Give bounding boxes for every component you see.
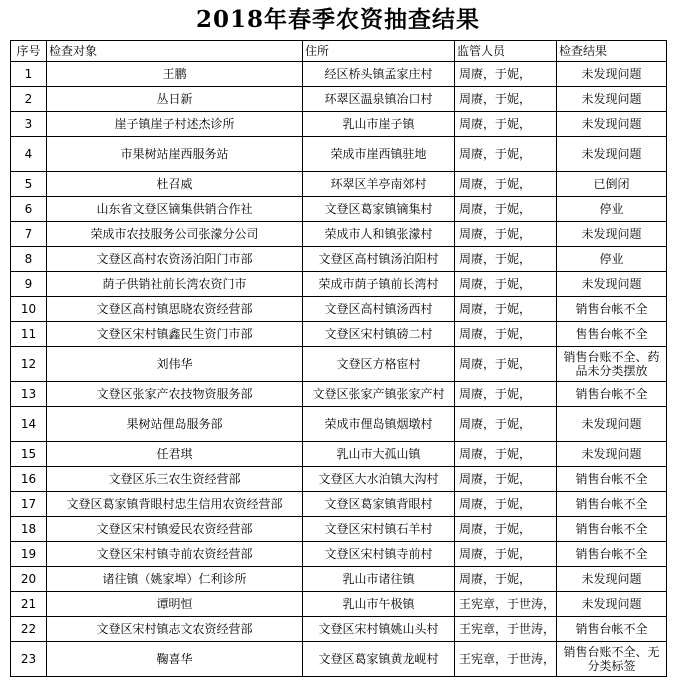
row-location: 荣成市俚岛镇烟墩村 <box>303 407 455 442</box>
row-location: 乳山市午极镇 <box>303 592 455 617</box>
row-staff: 周赓，于妮， <box>455 222 557 247</box>
row-location: 荣成市崖西镇驻地 <box>303 137 455 172</box>
row-staff: 周赓，于妮， <box>455 322 557 347</box>
row-num: 13 <box>11 382 47 407</box>
row-staff: 周赓，于妮， <box>455 137 557 172</box>
table-row <box>11 137 667 172</box>
row-target: 谭明恒 <box>47 592 303 617</box>
row-staff: 周赓，于妮， <box>455 272 557 297</box>
row-location: 文登区大水泊镇大沟村 <box>303 467 455 492</box>
row-num: 6 <box>11 197 47 222</box>
row-location: 文登区葛家镇背眼村 <box>303 492 455 517</box>
row-location: 乳山市诸往镇 <box>303 567 455 592</box>
row-num: 4 <box>11 137 47 172</box>
table-row <box>11 272 667 297</box>
row-target: 文登区乐三农生资经营部 <box>47 467 303 492</box>
row-location: 文登区张家产镇张家产村 <box>303 382 455 407</box>
row-staff: 周赓，于妮， <box>455 172 557 197</box>
row-target: 崖子镇崖子村述杰诊所 <box>47 112 303 137</box>
row-num: 12 <box>11 347 47 382</box>
row-location: 文登区宋村镇寺前村 <box>303 542 455 567</box>
row-target: 文登区宋村镇寺前农资经营部 <box>47 542 303 567</box>
row-num: 22 <box>11 617 47 642</box>
row-target: 文登区宋村镇爱民农资经营部 <box>47 517 303 542</box>
row-target: 市果树站崖西服务站 <box>47 137 303 172</box>
row-result: 销售台帐不全 <box>557 517 667 542</box>
row-location: 文登区高村镇汤西村 <box>303 297 455 322</box>
row-result: 未发现问题 <box>557 567 667 592</box>
row-location: 环翠区温泉镇冶口村 <box>303 87 455 112</box>
row-staff: 周赓，于妮， <box>455 347 557 382</box>
table-row <box>11 322 667 347</box>
row-staff: 周赓，于妮， <box>455 297 557 322</box>
row-num: 3 <box>11 112 47 137</box>
table-row <box>11 247 667 272</box>
row-location: 文登区方格宦村 <box>303 347 455 382</box>
row-location: 荣成市荫子镇前长湾村 <box>303 272 455 297</box>
row-target: 荫子供销社前长湾农资门市 <box>47 272 303 297</box>
header-num: 序号 <box>11 41 47 62</box>
row-num: 19 <box>11 542 47 567</box>
row-num: 2 <box>11 87 47 112</box>
header-staff: 监管人员 <box>455 41 557 62</box>
row-staff: 周赓，于妮， <box>455 492 557 517</box>
table-row <box>11 442 667 467</box>
row-staff: 周赓，于妮， <box>455 442 557 467</box>
row-location: 文登区葛家镇镝集村 <box>303 197 455 222</box>
row-result: 销售台帐不全 <box>557 542 667 567</box>
row-result: 未发现问题 <box>557 87 667 112</box>
row-num: 1 <box>11 62 47 87</box>
row-result: 未发现问题 <box>557 62 667 87</box>
row-target: 鞠喜华 <box>47 642 303 677</box>
row-staff: 周赓，于妮， <box>455 567 557 592</box>
row-result: 销售台帐不全 <box>557 297 667 322</box>
row-location: 经区桥头镇孟家庄村 <box>303 62 455 87</box>
inspection-results-table <box>10 40 667 677</box>
row-location: 乳山市大孤山镇 <box>303 442 455 467</box>
table-row <box>11 112 667 137</box>
row-target: 文登区高村农资汤泊阳门市部 <box>47 247 303 272</box>
table-row <box>11 542 667 567</box>
row-staff: 周赓，于妮， <box>455 467 557 492</box>
table-row <box>11 347 667 382</box>
row-result: 未发现问题 <box>557 592 667 617</box>
row-result: 停业 <box>557 197 667 222</box>
row-result: 未发现问题 <box>557 407 667 442</box>
row-num: 18 <box>11 517 47 542</box>
row-num: 17 <box>11 492 47 517</box>
row-target: 荣成市农技服务公司张濛分公司 <box>47 222 303 247</box>
row-result: 停业 <box>557 247 667 272</box>
row-result: 销售台帐不全 <box>557 492 667 517</box>
table-row <box>11 222 667 247</box>
row-num: 21 <box>11 592 47 617</box>
row-num: 16 <box>11 467 47 492</box>
table-row <box>11 642 667 677</box>
row-target: 文登区宋村镇志文农资经营部 <box>47 617 303 642</box>
row-staff: 周赓，于妮， <box>455 112 557 137</box>
row-target: 文登区葛家镇背眼村忠生信用农资经营部 <box>47 492 303 517</box>
row-num: 7 <box>11 222 47 247</box>
row-target: 文登区张家产农技物资服务部 <box>47 382 303 407</box>
row-result: 销售台帐不全 <box>557 382 667 407</box>
row-location: 文登区宋村镇姚山头村 <box>303 617 455 642</box>
table-header-row <box>11 41 667 62</box>
row-target: 果树站俚岛服务部 <box>47 407 303 442</box>
row-staff: 周赓，于妮， <box>455 247 557 272</box>
row-staff: 周赓，于妮， <box>455 87 557 112</box>
row-result: 未发现问题 <box>557 222 667 247</box>
row-result: 未发现问题 <box>557 137 667 172</box>
row-num: 11 <box>11 322 47 347</box>
row-target: 山东省文登区镝集供销合作社 <box>47 197 303 222</box>
row-num: 8 <box>11 247 47 272</box>
row-location: 环翠区羊亭南郊村 <box>303 172 455 197</box>
row-result: 未发现问题 <box>557 442 667 467</box>
row-location: 文登区葛家镇黄龙岘村 <box>303 642 455 677</box>
page-title: 2018年春季农资抽查结果 <box>195 6 480 33</box>
row-target: 任君琪 <box>47 442 303 467</box>
table-row <box>11 517 667 542</box>
row-num: 23 <box>11 642 47 677</box>
row-result: 销售台账不全、无分类标签 <box>557 642 667 677</box>
row-staff: 周赓，于妮， <box>455 382 557 407</box>
table-row <box>11 172 667 197</box>
row-location: 文登区宋村镇石羊村 <box>303 517 455 542</box>
row-staff: 王宪章，于世涛， <box>455 617 557 642</box>
row-target: 杜召威 <box>47 172 303 197</box>
table-row <box>11 297 667 322</box>
header-location: 住所 <box>303 41 455 62</box>
row-location: 荣成市人和镇张濛村 <box>303 222 455 247</box>
table-row <box>11 467 667 492</box>
table-row <box>11 197 667 222</box>
table-row <box>11 617 667 642</box>
row-location: 文登区高村镇汤泊阳村 <box>303 247 455 272</box>
header-target: 检查对象 <box>47 41 303 62</box>
row-result: 售售台帐不全 <box>557 322 667 347</box>
row-staff: 周赓，于妮， <box>455 517 557 542</box>
table-row <box>11 87 667 112</box>
table-row <box>11 62 667 87</box>
row-target: 文登区宋村镇鑫民生资门市部 <box>47 322 303 347</box>
table-row <box>11 592 667 617</box>
row-result: 销售台帐不全 <box>557 617 667 642</box>
row-num: 14 <box>11 407 47 442</box>
row-staff: 周赓，于妮， <box>455 62 557 87</box>
header-result: 检查结果 <box>557 41 667 62</box>
table-row <box>11 492 667 517</box>
row-num: 20 <box>11 567 47 592</box>
table-row <box>11 407 667 442</box>
row-location: 乳山市崖子镇 <box>303 112 455 137</box>
row-target: 王鹏 <box>47 62 303 87</box>
row-staff: 周赓，于妮， <box>455 407 557 442</box>
row-result: 已倒闭 <box>557 172 667 197</box>
table-row <box>11 567 667 592</box>
row-num: 15 <box>11 442 47 467</box>
row-num: 5 <box>11 172 47 197</box>
row-staff: 周赓，于妮， <box>455 197 557 222</box>
row-target: 诸往镇（姚家埠）仁利诊所 <box>47 567 303 592</box>
table-row <box>11 382 667 407</box>
row-target: 丛日新 <box>47 87 303 112</box>
row-result: 未发现问题 <box>557 112 667 137</box>
row-target: 刘伟华 <box>47 347 303 382</box>
row-staff: 王宪章，于世涛， <box>455 592 557 617</box>
row-num: 9 <box>11 272 47 297</box>
row-target: 文登区高村镇思晓农资经营部 <box>47 297 303 322</box>
row-result: 销售台账不全、药品未分类摆放 <box>557 347 667 382</box>
row-num: 10 <box>11 297 47 322</box>
row-result: 销售台帐不全 <box>557 467 667 492</box>
row-staff: 王宪章，于世涛， <box>455 642 557 677</box>
row-result: 未发现问题 <box>557 272 667 297</box>
row-location: 文登区宋村镇磅二村 <box>303 322 455 347</box>
row-staff: 周赓，于妮， <box>455 542 557 567</box>
